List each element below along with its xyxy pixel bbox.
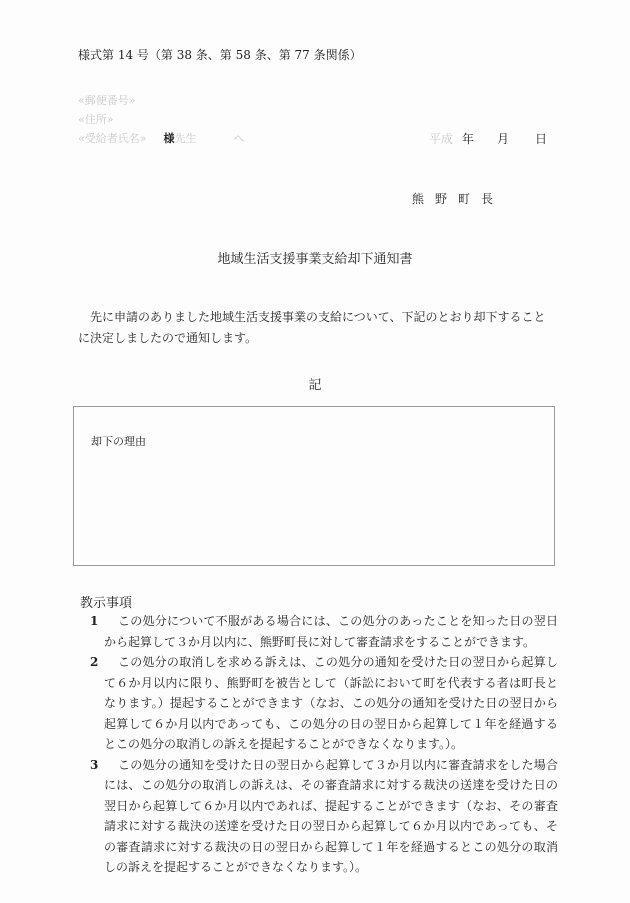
document-title: 地域生活支援事業支給却下通知書: [217, 252, 413, 267]
instructions-list: [90, 611, 558, 878]
reason-label: 却下の理由: [91, 435, 146, 448]
honorific-alt: 先生: [174, 132, 197, 145]
instruction-item: [90, 611, 558, 652]
reason-box: [73, 406, 555, 566]
date-era: 平成: [429, 132, 454, 146]
instruction-item: [90, 652, 558, 755]
instructions-title: 教示事項: [80, 596, 133, 611]
instruction-item: [90, 755, 558, 878]
document-body: 先に申請のありました地域生活支援事業の支給について、下記のとおり却下することに決定しましたので通知します。: [78, 310, 546, 345]
instruction-number: 2: [90, 655, 99, 669]
recipient-suffix: へ: [233, 132, 245, 145]
issuer-title: 熊野町長: [412, 192, 505, 206]
honorific: 様: [163, 132, 175, 145]
form-number: 様式第 14 号（第 38 条、第 58 条、第 77 条関係）: [78, 48, 362, 62]
instruction-number: 3: [90, 757, 99, 772]
ki-heading: 記: [308, 378, 322, 393]
date-year-label: 年: [462, 132, 475, 146]
instruction-text: この処分の通知を受けた日の翌日から起算して３か月以内に審査請求をした場合には、この処分の取消しの訴えは、その審査請求に対する裁決の送達を受けた日の翌日から起算して６か月以内であれば、提起することができます（なお、その審査請求に対する裁決の送達を受けた日の翌日から起算して６か月以内であっても、その審査請求に対する裁決の日の翌日から起算して１年を経過するとこの処分の取消しの訴えを提起することができなくなります。）。: [104, 757, 558, 874]
recipient-name-field: «受給者氏名»: [78, 132, 147, 145]
instruction-text: この処分の取消しを求める訴えは、この処分の通知を受けた日の翌日から起算して６か月以内に限り、熊野町を被告として（訴訟において町を代表する者は町長となります。）提起することができます（なお、この処分の通知を受けた日の翌日から起算して６か月以内であっても、この処分の日の翌日から起算して１年を経過するとこの処分の取消しの訴えを提起することができなくなります。）。: [104, 655, 558, 751]
instruction-text: この処分について不服がある場合には、この処分のあったことを知った日の翌日から起算して３か月以内に、熊野町長に対して審査請求をすることができます。: [104, 614, 558, 649]
date-month-label: 月: [497, 132, 510, 146]
recipient-name-row: [78, 130, 244, 146]
date-day-label: 日: [535, 132, 548, 146]
instruction-number: 1: [90, 614, 99, 628]
postal-code-field: «郵便番号»: [78, 94, 136, 107]
address-field: «住所»: [78, 113, 114, 126]
